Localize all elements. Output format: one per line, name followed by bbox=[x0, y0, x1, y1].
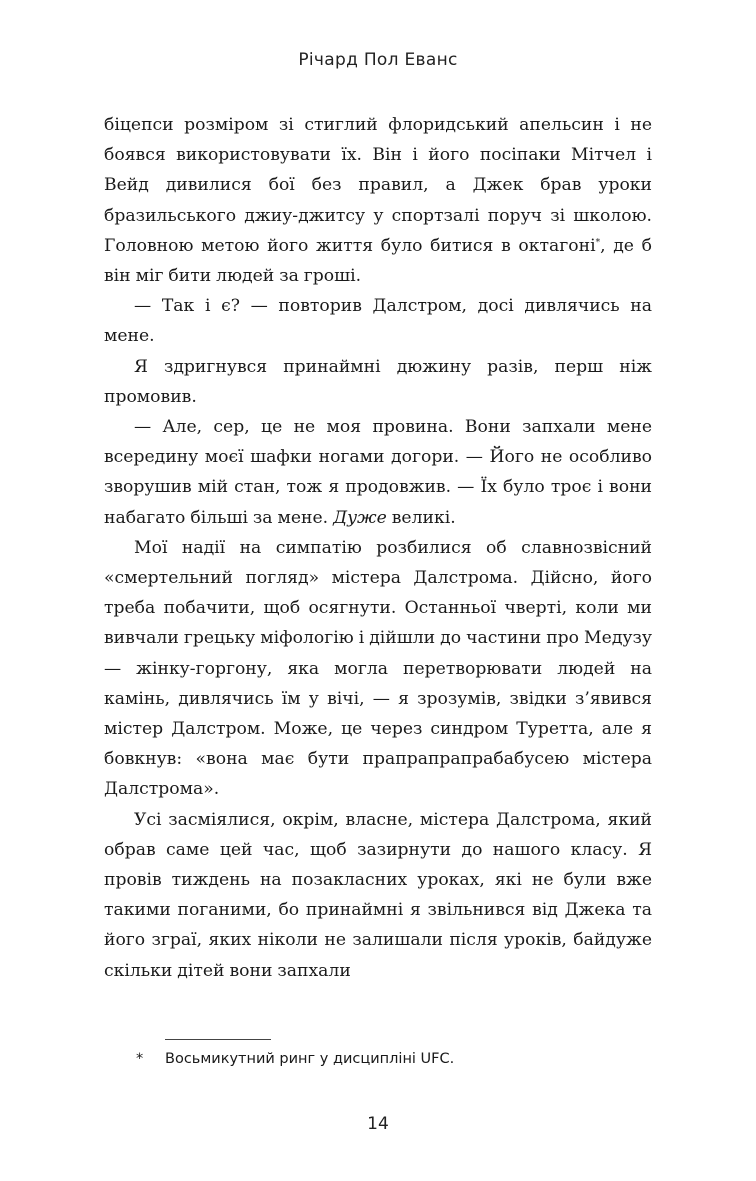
running-header: Річард Пол Еванс bbox=[298, 50, 458, 70]
paragraph-4 bbox=[104, 412, 652, 533]
footnote-divider bbox=[165, 1039, 271, 1040]
paragraph-3: Я здригнувся принаймні дюжину разів, перш ніж промовив. bbox=[104, 356, 652, 407]
paragraph-6: Усі засміялися, окрім, власне, містера Далстрома, який обрав саме цей час, щоб зазирнути до нашого класу. Я провів тиждень на позакласних уроках, які не були вже такими поганими, бо принаймні я звільнився від Джека та його зграї, яких ніколи не залишали після уроків, байдуже скільки дітей вони запхали bbox=[104, 809, 652, 981]
paragraph-1-end: , де б він міг бити людей за гроші. bbox=[104, 235, 652, 287]
body-text bbox=[104, 110, 652, 986]
footnote-reference[interactable]: * bbox=[595, 237, 601, 248]
footnote-mark: * bbox=[136, 1051, 144, 1067]
paragraph-4-emphasis: Дуже bbox=[333, 507, 387, 528]
paragraph-1 bbox=[104, 110, 652, 291]
paragraph-1-text: біцепси розміром зі стиглий флоридський апельсин і не боявся використовувати їх. Він і його посіпаки Мітчел і Вейд дивилися бої без правил, а Джек брав уроки бразильського джиу-джитсу у спортзалі поруч зі школою. Головною метою його життя було битися в октагоні bbox=[104, 115, 652, 256]
paragraph-5: Мої надії на симпатію розбилися об славнозвісний «смертельний погляд» містера Далстрома. Дійсно, його треба побачити, щоб осягнути. Останньої чверті, коли ми вивчали грецьку міфологію і дійшли до частини про Медузу — жінку-горгону, яка могла перетворювати людей на камінь, дивлячись їм у вічі, — я зрозумів, звідки з’явився містер Далстром. Може, це через синдром Туретта, але я бовкнув: «вона має бути прапрапрапрабабусею містера Далстрома». bbox=[104, 537, 652, 800]
page-number: 14 bbox=[367, 1114, 389, 1134]
footnote bbox=[136, 1049, 656, 1069]
paragraph-4-text: — Але, сер, це не моя провина. Вони запхали мене всередину моєї шафки ногами догори. — Його не особливо зворушив мій стан, тож я продовжив. — Їх було троє і вони набагато більші за мене. bbox=[104, 417, 652, 528]
paragraph-2: — Так і є? — повторив Далстром, досі дивлячись на мене. bbox=[104, 296, 652, 347]
paragraph-4-end: великі. bbox=[386, 507, 456, 528]
footnote-text: Восьмикутний ринг у дисципліні UFC. bbox=[165, 1051, 455, 1067]
